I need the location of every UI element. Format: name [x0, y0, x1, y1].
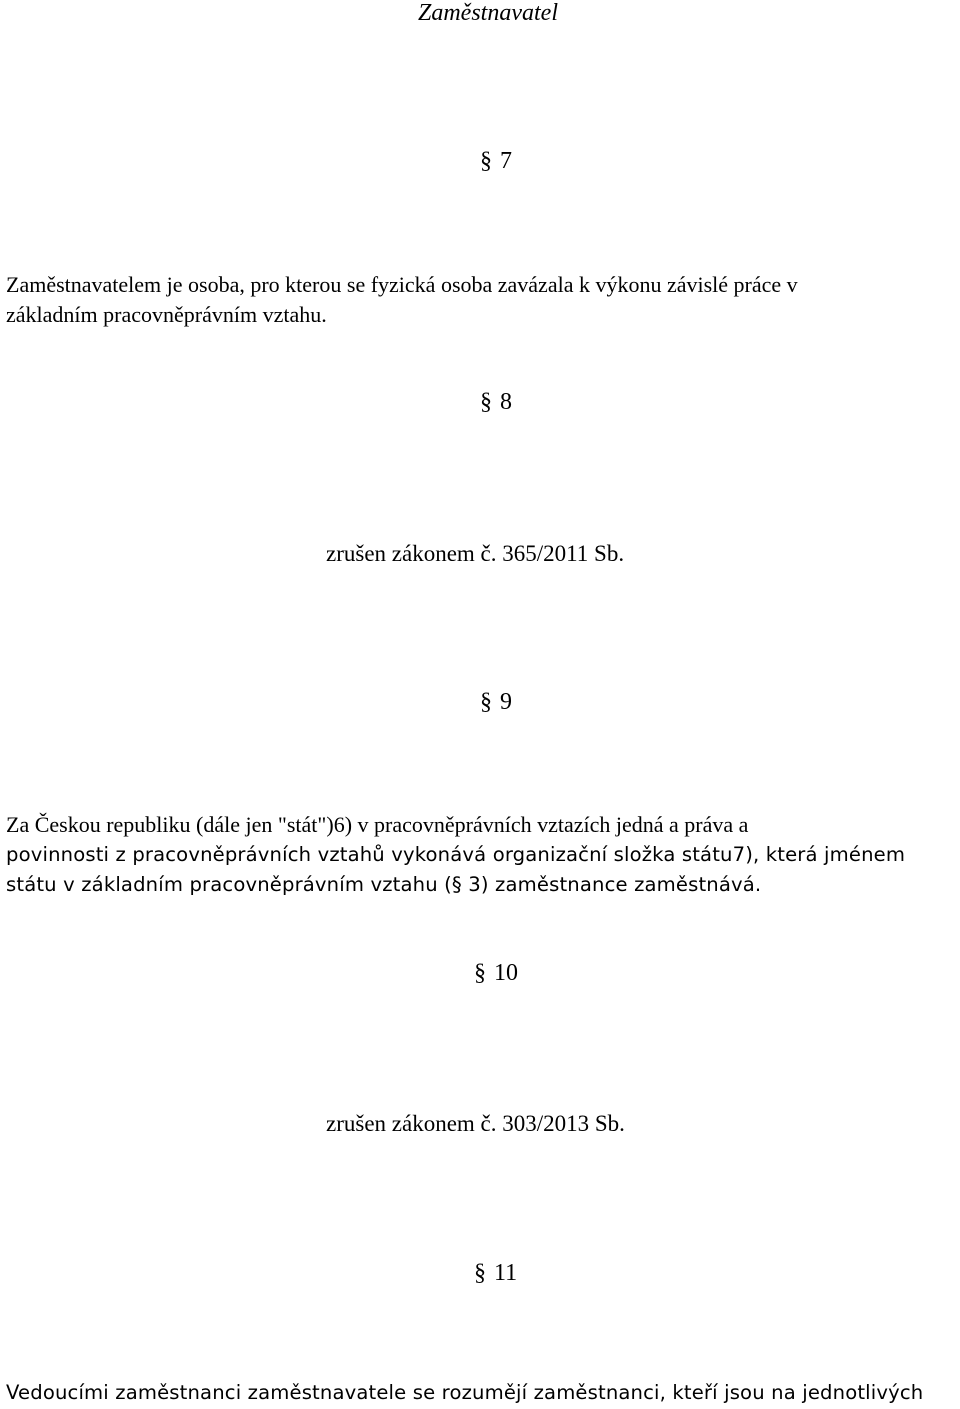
paragraph-10-repeal-note: zrušen zákonem č. 303/2013 Sb. [326, 1111, 625, 1136]
paragraph-heading-8 [480, 389, 512, 416]
section-title: Zaměstnavatel [418, 0, 558, 26]
section-symbol: § [480, 389, 492, 415]
paragraph-heading-7 [480, 148, 512, 175]
paragraph-heading-9 [480, 689, 512, 716]
paragraph-number: 9 [500, 689, 512, 715]
paragraph-7-line-2: základním pracovněprávním vztahu. [6, 302, 327, 327]
paragraph-number: 11 [494, 1260, 518, 1286]
paragraph-heading-10 [474, 960, 518, 987]
paragraph-8-repeal-note: zrušen zákonem č. 365/2011 Sb. [326, 541, 625, 566]
paragraph-number: 8 [500, 389, 512, 415]
paragraph-11-line-1: Vedoucími zaměstnanci zaměstnavatele se rozumějí zaměstnanci, kteří jsou na jednotlivých [6, 1381, 924, 1404]
section-symbol: § [474, 1260, 486, 1286]
paragraph-9-line-3: státu v základním pracovněprávním vztahu (§ 3) zaměstnance zaměstnává. [6, 873, 762, 896]
paragraph-heading-11 [474, 1260, 517, 1287]
paragraph-9-line-1: Za Českou republiku (dále jen "stát")6) v pracovněprávních vztazích jedná a práva a [6, 812, 749, 837]
section-symbol: § [474, 960, 486, 986]
paragraph-number: 10 [494, 960, 518, 986]
paragraph-9-line-2: povinnosti z pracovněprávních vztahů vykonává organizační složka státu7), která jménem [6, 843, 906, 866]
paragraph-number: 7 [500, 148, 512, 174]
paragraph-7-line-1: Zaměstnavatelem je osoba, pro kterou se fyzická osoba zavázala k výkonu závislé práce v [6, 272, 798, 297]
section-symbol: § [480, 689, 492, 715]
section-symbol: § [480, 148, 492, 174]
